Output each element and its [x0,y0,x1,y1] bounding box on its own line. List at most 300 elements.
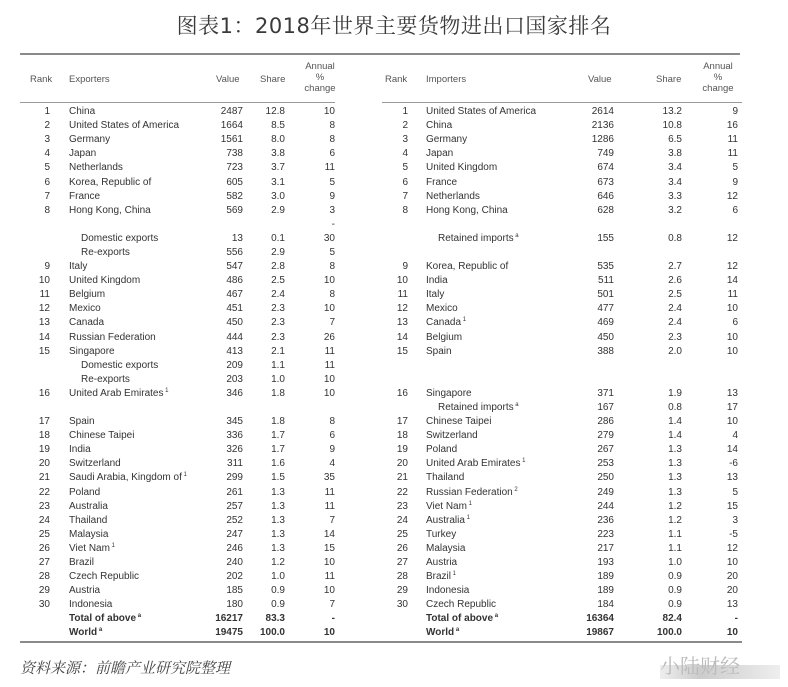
name-cell: Brazil [69,557,95,568]
rank-cell: 28 [38,571,50,582]
value-cell: 450 [226,317,243,328]
value-cell: 556 [226,247,243,258]
share-cell: 1.2 [668,501,682,512]
rank-cell: 16 [396,388,408,399]
value-cell: 444 [226,332,243,343]
change-cell: 12 [726,233,738,244]
share-cell: 2.8 [271,261,285,272]
value-cell: 738 [226,148,243,159]
share-cell: 3.4 [668,177,682,188]
importers-table-row [0,133,788,147]
value-cell: 244 [597,501,614,512]
value-cell: 252 [226,515,243,526]
rank-cell: 12 [38,303,50,314]
value-cell: 628 [597,205,614,216]
share-cell: 1.7 [271,430,285,441]
share-cell: 2.7 [668,261,682,272]
importers-header-change-line3: change [702,83,734,94]
change-cell: 7 [329,599,335,610]
importers-table-row [0,331,788,345]
name-cell: United States of America [69,120,180,131]
table-top-rule-left [20,53,380,55]
name-cell: Malaysia [69,529,109,540]
name-cell: India [69,444,91,455]
rank-cell: 5 [44,162,50,173]
name-cell: Thailand [69,515,108,526]
name-cell: Austria [426,557,458,568]
importers-table-row [0,626,788,640]
importers-table-row [0,471,788,485]
share-cell: 1.6 [271,458,285,469]
footnote-marker: 2 [512,487,518,493]
name-cell: Japan [69,148,97,159]
share-cell: 3.1 [271,177,285,188]
change-cell: 14 [726,275,738,286]
rank-cell: 19 [38,444,50,455]
share-cell: 3.7 [271,162,285,173]
change-cell: 12 [726,191,738,202]
change-cell: 11 [324,501,335,512]
value-cell: 326 [226,444,243,455]
change-cell: 14 [323,529,335,540]
name-cell: India [426,275,448,286]
rank-cell: 3 [44,134,50,145]
share-cell: 2.5 [668,289,682,300]
change-cell: -6 [729,458,738,469]
value-cell: 184 [597,599,614,610]
importers-table-row [0,161,788,175]
footnote-marker: 1 [181,472,187,478]
rank-cell: 4 [402,148,408,159]
value-cell: 336 [226,430,243,441]
importers-table-row [0,598,788,612]
share-cell: 100.0 [259,627,285,638]
name-cell: Korea, Republic of [69,177,152,188]
value-cell: 223 [597,529,614,540]
share-cell: 1.7 [271,444,285,455]
share-cell: 1.0 [668,557,682,568]
rank-cell: 5 [402,162,408,173]
value-cell: 2487 [220,106,243,117]
change-cell: 10 [726,332,738,343]
rank-cell: 12 [396,303,408,314]
rank-cell: 21 [38,472,50,483]
rank-cell: 29 [38,585,50,596]
name-cell: Thailand [426,472,465,483]
footnote-marker: 1 [163,388,169,394]
name-cell: Malaysia [426,543,466,554]
share-cell: 2.9 [271,247,285,258]
name-cell: France [426,177,458,188]
rank-cell: 21 [396,472,408,483]
share-cell: 1.3 [271,501,285,512]
share-cell: 2.1 [271,346,285,357]
change-cell: 6 [329,430,335,441]
importers-table-row [0,387,788,401]
exporters-header-value: Value [216,74,240,85]
footnote-marker: a [136,613,142,619]
name-cell: Indonesia [69,599,113,610]
share-cell: 1.8 [271,416,285,427]
change-cell: 35 [323,472,335,483]
importers-table-row [0,570,788,584]
change-cell: 5 [329,247,335,258]
share-cell: 0.8 [668,233,682,244]
share-cell: 2.9 [271,205,285,216]
change-cell: 8 [329,134,335,145]
share-cell: 1.9 [668,388,682,399]
name-cell: China [426,120,453,131]
share-cell: 1.4 [668,430,682,441]
name-cell: Retained imports $^a$ [438,233,519,244]
importers-header-share: Share [656,74,682,85]
rank-cell: 1 [44,106,50,117]
name-cell: United Arab Emirates $^1$ [426,458,526,469]
importers-header-rank: Rank [385,74,408,85]
share-cell: 1.3 [668,472,682,483]
share-cell: 1.0 [271,571,285,582]
value-cell: 477 [597,303,614,314]
change-cell: 17 [726,402,738,413]
name-cell: Canada [69,317,105,328]
value-cell: 311 [227,458,243,469]
change-cell: 26 [323,332,335,343]
exporters-table-row [0,218,788,232]
header-rule-right [382,102,742,103]
importers-header-name: Importers [426,74,467,85]
change-cell: 11 [727,289,738,300]
change-cell: 4 [329,458,335,469]
share-cell: 2.4 [668,303,682,314]
change-cell: 10 [726,303,738,314]
change-cell: 5 [732,487,738,498]
share-cell: 1.3 [271,529,285,540]
share-cell: 0.9 [668,571,682,582]
share-cell: 1.3 [271,515,285,526]
rank-cell: 20 [396,458,408,469]
value-cell: 19475 [215,627,243,638]
footnote-marker: a [454,627,460,633]
name-cell: World $^a$ [69,627,103,638]
value-cell: 467 [226,289,243,300]
value-cell: 19867 [586,627,614,638]
rank-cell: 28 [396,571,408,582]
value-cell: 202 [226,571,243,582]
value-cell: 450 [597,332,614,343]
share-cell: 0.9 [271,585,285,596]
name-cell: Russian Federation $^2$ [426,487,518,498]
name-cell: Re-exports [81,247,130,258]
value-cell: 267 [597,444,614,455]
importers-table-row [0,500,788,514]
rank-cell: 8 [402,205,408,216]
value-cell: 16364 [586,613,614,624]
name-cell: Viet Nam $^1$ [69,543,115,554]
change-cell: 7 [329,515,335,526]
change-cell: - [734,613,738,624]
change-cell: 10 [323,557,335,568]
rank-cell: 27 [38,557,50,568]
rank-cell: 10 [396,275,408,286]
rank-cell: 30 [396,599,408,610]
watermark-logo: 小陆财经 [660,654,740,678]
exporters-header-change-line1: Annual [305,61,335,72]
importers-table-row [0,612,788,626]
rank-cell: 16 [38,388,50,399]
change-cell: 9 [732,177,738,188]
rank-cell: 29 [396,585,408,596]
share-cell: 1.3 [668,487,682,498]
importers-table-row [0,274,788,288]
table-bottom-rule [20,641,742,643]
value-cell: 13 [231,233,243,244]
change-cell: 14 [726,444,738,455]
name-cell: China [69,106,96,117]
name-cell: Viet Nam $^1$ [426,501,472,512]
name-cell: Chinese Taipei [426,416,492,427]
rank-cell: 6 [402,177,408,188]
change-cell: 10 [323,303,335,314]
importers-table-row [0,429,788,443]
rank-cell: 2 [44,120,50,131]
rank-cell: 27 [396,557,408,568]
rank-cell: 19 [396,444,408,455]
change-cell: 7 [329,317,335,328]
table-top-rule-right [380,53,740,55]
share-cell: 0.9 [668,585,682,596]
value-cell: 189 [597,585,614,596]
value-cell: 511 [598,275,614,286]
name-cell: Domestic exports [81,233,159,244]
change-cell: 10 [323,585,335,596]
value-cell: 451 [226,303,243,314]
name-cell: Poland [426,444,458,455]
rank-cell: 26 [396,543,408,554]
rank-cell: 18 [396,430,408,441]
name-cell: Germany [426,134,468,145]
share-cell: 1.3 [271,487,285,498]
value-cell: 646 [597,191,614,202]
value-cell: 16217 [215,613,243,624]
share-cell: 2.0 [668,346,682,357]
rank-cell: 25 [396,529,408,540]
change-cell: 20 [726,585,738,596]
footnote-marker: a [493,613,499,619]
change-cell: 5 [329,177,335,188]
name-cell: World $^a$ [426,627,460,638]
rank-cell: 4 [44,148,50,159]
name-cell: Indonesia [426,585,470,596]
source-note: 资料来源：前瞻产业研究院整理 [20,659,231,677]
name-cell: Belgium [69,289,106,300]
rank-cell: 7 [44,191,50,202]
change-cell: - [331,219,335,230]
footnote-marker: a [97,627,103,633]
value-cell: 547 [226,261,243,272]
value-cell: 723 [226,162,243,173]
value-cell: 247 [226,529,243,540]
share-cell: 1.8 [271,388,285,399]
name-cell: Chinese Taipei [69,430,135,441]
rank-cell: 7 [402,191,408,202]
name-cell: United States of America [426,106,537,117]
importers-table-row [0,443,788,457]
footnote-marker: a [513,402,519,408]
share-cell: 3.8 [271,148,285,159]
value-cell: 217 [597,543,614,554]
change-cell: 11 [324,487,335,498]
change-cell: 11 [727,134,738,145]
name-cell: Germany [69,134,111,145]
footnote-marker: 1 [520,458,526,464]
change-cell: 20 [726,571,738,582]
rank-cell: 3 [402,134,408,145]
rank-cell: 18 [38,430,50,441]
rank-cell: 17 [396,416,408,427]
share-cell: 8.0 [271,134,285,145]
rank-cell: 11 [397,289,408,300]
importers-header-change-line1: Annual [703,61,733,72]
change-cell: 9 [732,106,738,117]
share-cell: 1.3 [668,458,682,469]
value-cell: 371 [597,388,614,399]
share-cell: 13.2 [662,106,682,117]
change-cell: 10 [726,627,738,638]
share-cell: 82.4 [662,613,682,624]
name-cell: Spain [426,346,452,357]
name-cell: Total of above $^a$ [426,613,499,624]
share-cell: 2.3 [271,317,285,328]
value-cell: 203 [226,374,243,385]
change-cell: 10 [726,346,738,357]
rank-cell: 23 [38,501,50,512]
share-cell: 83.3 [265,613,285,624]
name-cell: Korea, Republic of [426,261,509,272]
footnote-marker: 1 [464,515,470,521]
rank-cell: 1 [402,106,408,117]
change-cell: - [331,613,335,624]
importers-table-row [0,316,788,330]
share-cell: 1.1 [668,543,682,554]
value-cell: 155 [597,233,614,244]
rank-cell: 20 [38,458,50,469]
rank-cell: 9 [44,261,50,272]
name-cell: Saudi Arabia, Kingdom of $^1$ [69,472,187,483]
name-cell: Singapore [69,346,115,357]
footnote-marker: 1 [461,317,467,323]
rank-cell: 15 [396,346,408,357]
importers-table-row [0,288,788,302]
share-cell: 3.3 [668,191,682,202]
name-cell: Hong Kong, China [426,205,508,216]
value-cell: 185 [226,585,243,596]
footnote-marker: 1 [466,501,472,507]
value-cell: 569 [226,205,243,216]
change-cell: 9 [329,444,335,455]
share-cell: 2.4 [271,289,285,300]
rank-cell: 25 [38,529,50,540]
name-cell: Mexico [69,303,101,314]
share-cell: 2.4 [668,317,682,328]
share-cell: 12.8 [265,106,285,117]
share-cell: 8.5 [271,120,285,131]
importers-table-row [0,401,788,415]
value-cell: 501 [597,289,614,300]
change-cell: 10 [726,557,738,568]
change-cell: 10 [323,388,335,399]
change-cell: 15 [323,543,335,554]
rank-cell: 22 [38,487,50,498]
value-cell: 240 [226,557,243,568]
exporters-header-rank: Rank [30,74,53,85]
value-cell: 749 [597,148,614,159]
importers-header-value: Value [588,74,612,85]
name-cell: Retained imports $^a$ [438,402,519,413]
importers-table-row [0,260,788,274]
name-cell: Netherlands [69,162,123,173]
value-cell: 674 [597,162,614,173]
share-cell: 0.8 [668,402,682,413]
importers-header-change [697,61,739,94]
name-cell: Canada $^1$ [426,317,467,328]
value-cell: 246 [226,543,243,554]
page-title: 图表1：2018年世界主要货物进出口国家排名 [176,14,612,38]
exporters-header-change-line2: % [315,72,325,83]
value-cell: 388 [597,346,614,357]
value-cell: 236 [597,515,614,526]
change-cell: 11 [324,360,335,371]
share-cell: 1.5 [271,472,285,483]
value-cell: 673 [597,177,614,188]
value-cell: 253 [597,458,614,469]
exporters-table-row [0,246,788,260]
name-cell: Domestic exports [81,360,159,371]
change-cell: 11 [727,148,738,159]
value-cell: 605 [226,177,243,188]
importers-table-row [0,514,788,528]
value-cell: 299 [226,472,243,483]
change-cell: 4 [732,430,738,441]
importers-table-row [0,302,788,316]
share-cell: 3.8 [668,148,682,159]
value-cell: 535 [597,261,614,272]
change-cell: 3 [329,205,335,216]
value-cell: 469 [597,317,614,328]
name-cell: United Kingdom [426,162,498,173]
importers-table-row [0,204,788,218]
importers-table-row [0,584,788,598]
name-cell: Switzerland [426,430,478,441]
share-cell: 6.5 [668,134,682,145]
importers-table-row [0,528,788,542]
value-cell: 279 [597,430,614,441]
rank-cell: 23 [396,501,408,512]
exporters-header-change [300,61,340,94]
name-cell: Turkey [426,529,457,540]
importers-table-row [0,457,788,471]
change-cell: 10 [323,275,335,286]
rank-cell: 8 [44,205,50,216]
footnote-marker: 1 [451,571,457,577]
change-cell: 10 [323,106,335,117]
change-cell: 6 [329,148,335,159]
change-cell: 11 [324,571,335,582]
change-cell: 8 [329,120,335,131]
share-cell: 2.5 [271,275,285,286]
rank-cell: 15 [38,346,50,357]
name-cell: France [69,191,101,202]
name-cell: Italy [69,261,88,272]
